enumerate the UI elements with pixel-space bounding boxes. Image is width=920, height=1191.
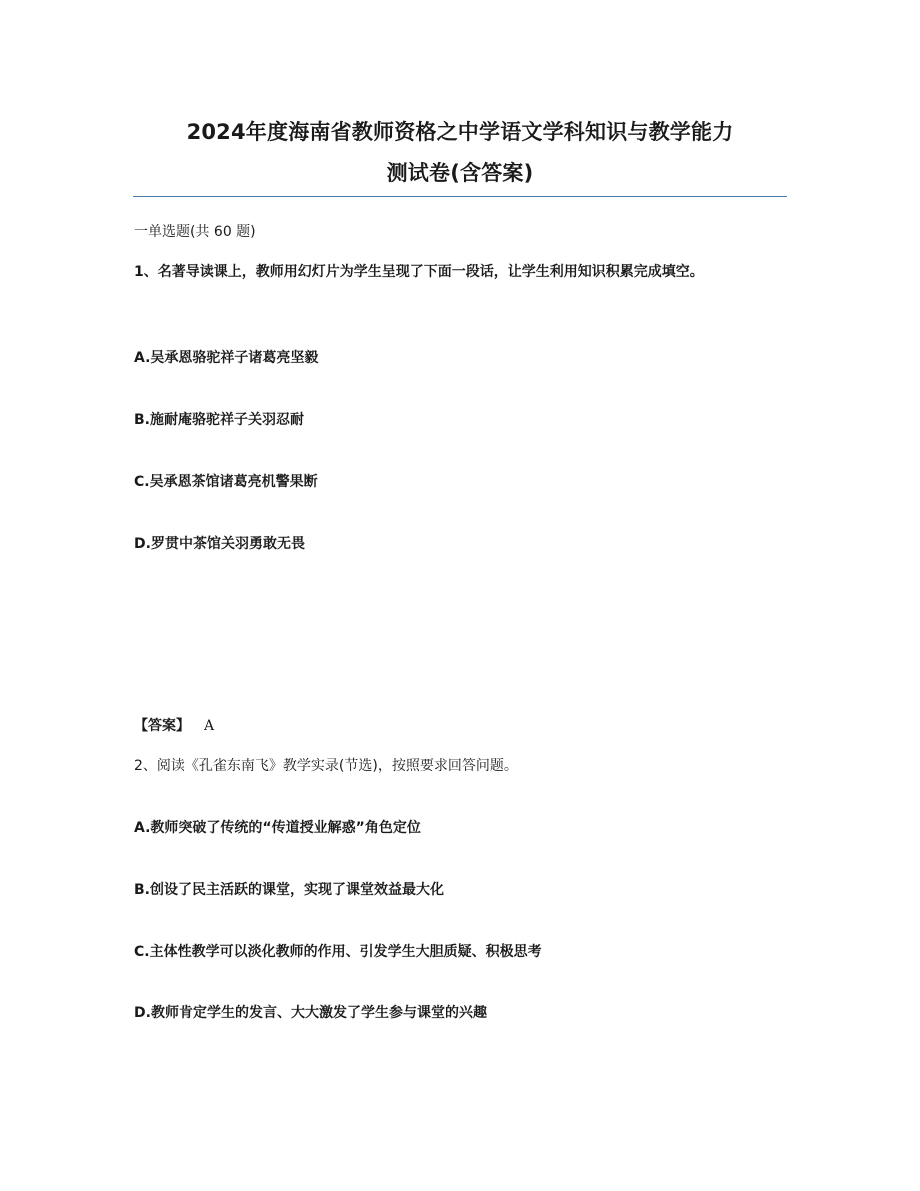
title-line-2: 测试卷(含答案) <box>386 161 534 185</box>
question-1-text: 1、名著导读课上，教师用幻灯片为学生呈现了下面一段话，让学生利用知识积累完成填空。 <box>134 264 704 280</box>
question-2-option-a: A.教师突破了传统的“传道授业解惑”角色定位 <box>134 820 421 836</box>
question-1-option-c: C.吴承恩茶馆诸葛亮机警果断 <box>134 474 318 490</box>
document-title <box>120 112 800 194</box>
question-1-option-a: A.吴承恩骆驼祥子诸葛亮坚毅 <box>134 350 319 366</box>
answer-label: 【答案】 <box>134 718 190 734</box>
question-2-text: 2、阅读《孔雀东南飞》教学实录(节选)，按照要求回答问题。 <box>134 758 518 774</box>
question-2-option-d: D.教师肯定学生的发言、大大激发了学生参与课堂的兴趣 <box>134 1005 487 1021</box>
title-divider <box>133 196 787 197</box>
question-2-option-c: C.主体性教学可以淡化教师的作用、引发学生大胆质疑、积极思考 <box>134 944 542 960</box>
section-heading: 一单选题(共 60 题) <box>134 224 256 240</box>
question-1-option-b: B.施耐庵骆驼祥子关羽忍耐 <box>134 412 304 428</box>
title-line-1: 2024年度海南省教师资格之中学语文学科知识与教学能力 <box>186 120 734 144</box>
question-2-option-b: B.创设了民主活跃的课堂，实现了课堂效益最大化 <box>134 882 444 898</box>
answer-value: A <box>204 718 215 734</box>
question-1-option-d: D.罗贯中茶馆关羽勇敢无畏 <box>134 536 305 552</box>
question-1-answer <box>134 716 214 736</box>
